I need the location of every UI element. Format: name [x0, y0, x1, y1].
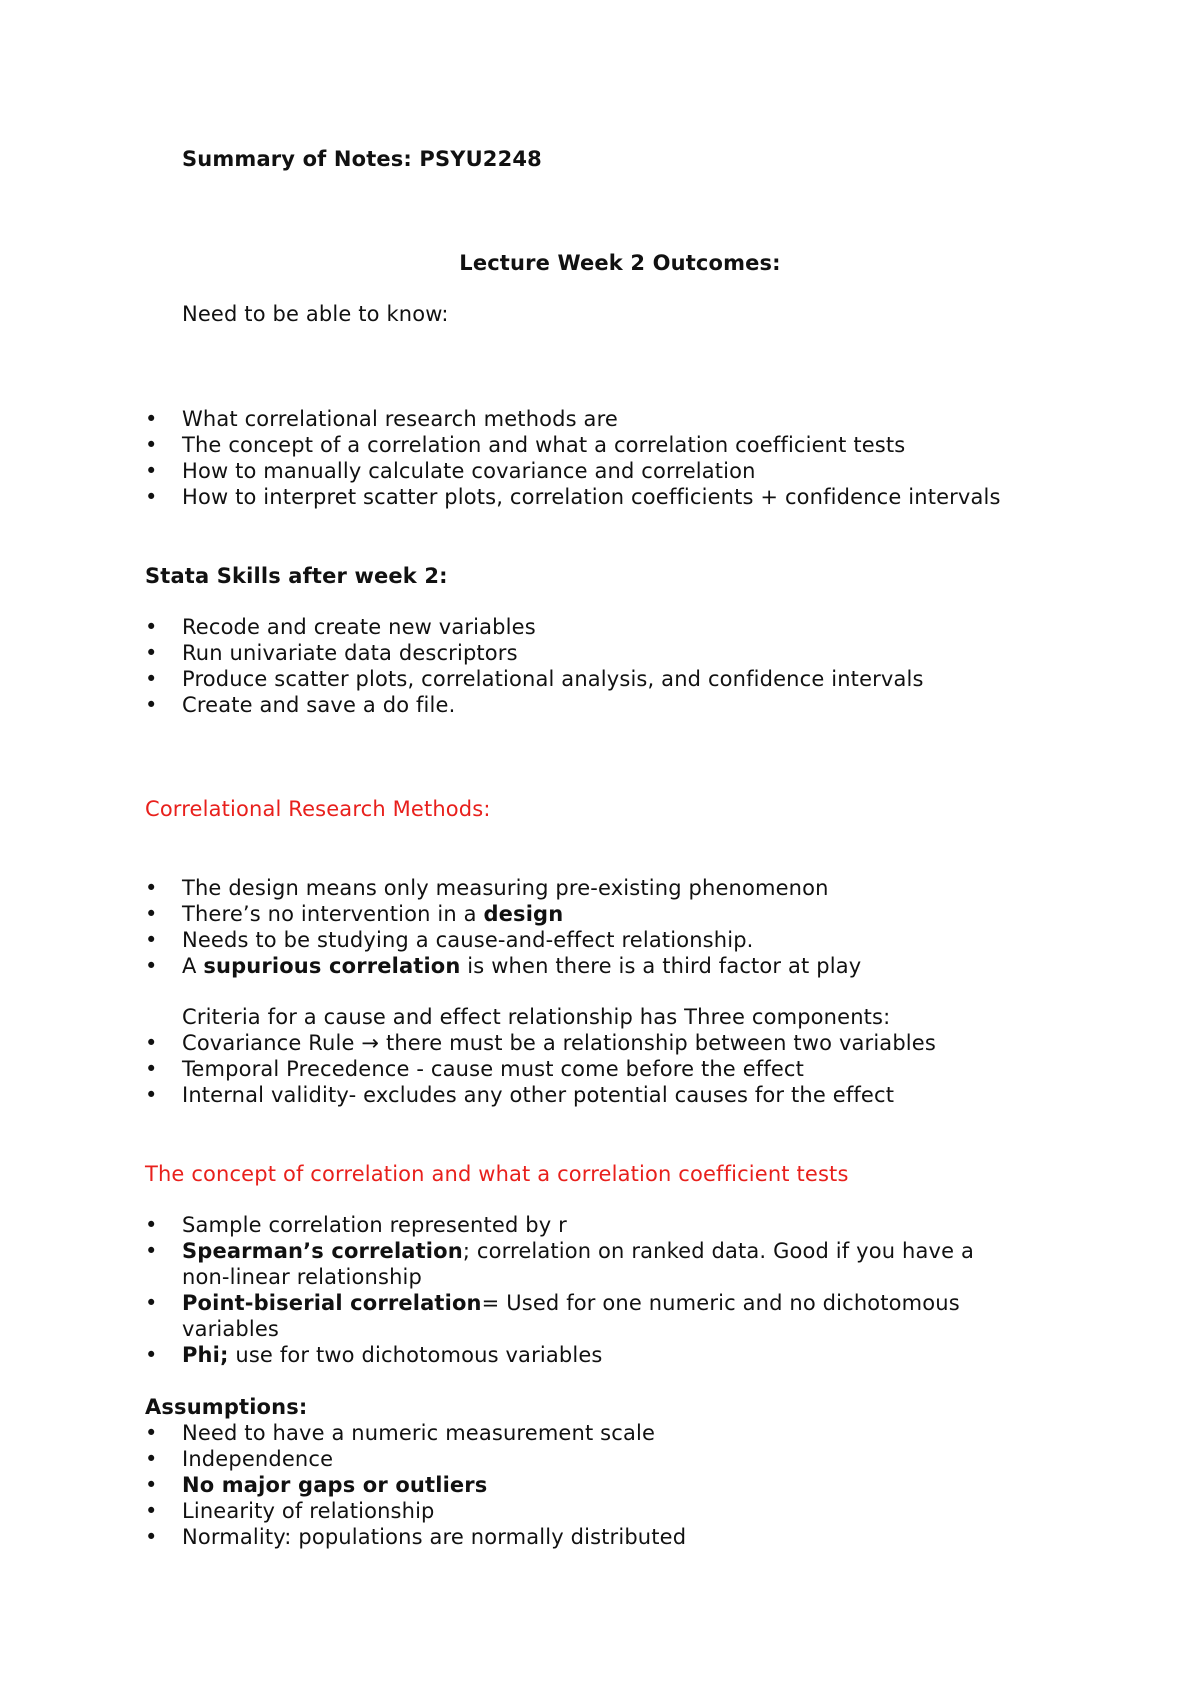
- bullet-icon: •: [145, 1447, 158, 1471]
- list-item: • Recode and create new variables: [145, 615, 536, 639]
- bullet-icon: •: [145, 1057, 158, 1081]
- outcomes-list: [145, 406, 1001, 510]
- list-item: • Covariance Rule → there must be a relationship between two variables: [145, 1031, 936, 1055]
- stata-heading: Stata Skills after week 2:: [145, 564, 448, 588]
- lecture-heading: Lecture Week 2 Outcomes:: [459, 251, 781, 275]
- list-item: • The concept of a correlation and what a correlation coefficient tests: [145, 433, 906, 457]
- list-item: • How to interpret scatter plots, correlation coefficients + confidence intervals: [145, 485, 1001, 509]
- assumptions-heading: Assumptions:: [145, 1395, 308, 1419]
- bullet-icon: •: [145, 615, 158, 639]
- bullet-icon: •: [145, 459, 158, 483]
- list-item: • Phi; use for two dichotomous variables: [145, 1343, 603, 1367]
- list-item: • What correlational research methods are: [145, 407, 618, 431]
- bullet-icon: •: [145, 1239, 158, 1263]
- concept-heading: The concept of correlation and what a correlation coefficient tests: [145, 1162, 849, 1186]
- bullet-icon: •: [145, 1525, 158, 1549]
- concept-list: [145, 1212, 974, 1368]
- list-item: • Run univariate data descriptors: [145, 641, 518, 665]
- document-title: Summary of Notes: PSYU2248: [182, 147, 542, 171]
- list-item: • Needs to be studying a cause-and-effect relationship.: [145, 928, 754, 952]
- bullet-icon: •: [145, 433, 158, 457]
- bullet-icon: •: [145, 902, 158, 926]
- list-item: • Need to have a numeric measurement scale: [145, 1421, 656, 1445]
- bullet-icon: •: [145, 1343, 158, 1367]
- list-item: • Linearity of relationship: [145, 1499, 435, 1523]
- bullet-icon: •: [145, 1499, 158, 1523]
- criteria-intro: Criteria for a cause and effect relationship has Three components:: [182, 1005, 891, 1029]
- list-item: • How to manually calculate covariance and correlation: [145, 459, 756, 483]
- list-item: • Point-biserial correlation= Used for one numeric and no dichotomous variables: [145, 1291, 960, 1341]
- list-item: • Create and save a do file.: [145, 693, 456, 717]
- bullet-icon: •: [145, 1291, 158, 1315]
- bullet-icon: •: [145, 876, 158, 900]
- list-item: • Temporal Precedence - cause must come before the effect: [145, 1057, 805, 1081]
- bullet-icon: •: [145, 1421, 158, 1445]
- list-item: • Spearman’s correlation; correlation on ranked data. Good if you have a non-linear relationship: [145, 1239, 974, 1289]
- list-item: • Normality: populations are normally distributed: [145, 1525, 687, 1549]
- bullet-icon: •: [145, 928, 158, 952]
- list-item: • Sample correlation represented by r: [145, 1213, 567, 1237]
- bullet-icon: •: [145, 954, 158, 978]
- bullet-icon: •: [145, 1083, 158, 1107]
- bullet-icon: •: [145, 1031, 158, 1055]
- bullet-icon: •: [145, 667, 158, 691]
- bullet-icon: •: [145, 407, 158, 431]
- bullet-icon: •: [145, 693, 158, 717]
- bullet-icon: •: [145, 485, 158, 509]
- list-item: • There’s no intervention in a design: [145, 902, 564, 926]
- list-item: • Produce scatter plots, correlational analysis, and confidence intervals: [145, 667, 924, 691]
- bullet-icon: •: [145, 1473, 158, 1497]
- list-item: • The design means only measuring pre-existing phenomenon: [145, 876, 829, 900]
- intro-text: Need to be able to know:: [182, 302, 449, 326]
- stata-skills-list: [145, 614, 924, 718]
- bullet-icon: •: [145, 1213, 158, 1237]
- list-item: • Internal validity- excludes any other potential causes for the effect: [145, 1083, 895, 1107]
- list-item: • A supurious correlation is when there is a third factor at play: [145, 954, 862, 978]
- list-item: • No major gaps or outliers: [145, 1473, 488, 1497]
- list-item: • Independence: [145, 1447, 334, 1471]
- crm-list: [145, 875, 861, 979]
- criteria-list: [145, 1030, 936, 1108]
- crm-heading: Correlational Research Methods:: [145, 797, 491, 821]
- assumptions-list: [145, 1420, 686, 1550]
- bullet-icon: •: [145, 641, 158, 665]
